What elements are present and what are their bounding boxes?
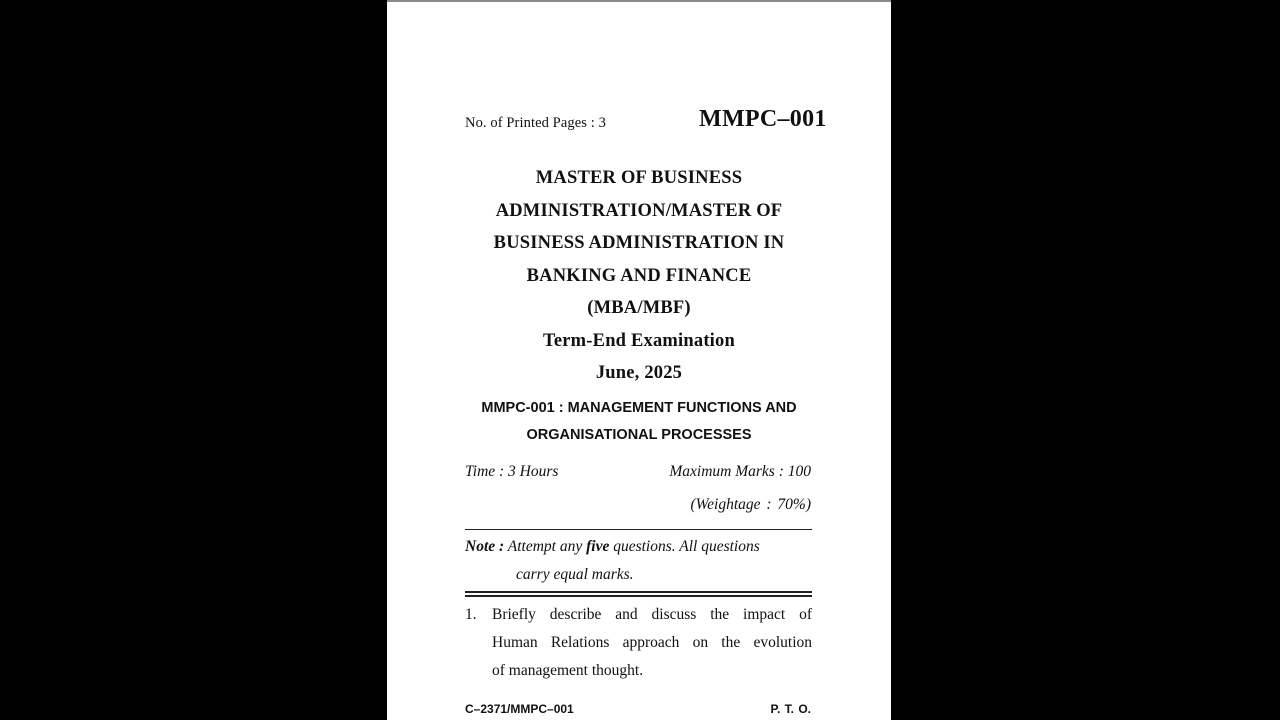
note-emphasis: five — [586, 538, 610, 555]
question-text-line: of management thought. — [492, 662, 644, 679]
note-text: Attempt any — [504, 538, 587, 555]
maximum-marks: Maximum Marks : 100 — [669, 463, 811, 480]
title-line: BANKING AND FINANCE — [526, 265, 752, 286]
note-label: Note : — [465, 538, 505, 555]
title-line: BUSINESS ADMINISTRATION IN — [493, 233, 785, 253]
exam-duration: Time : 3 Hours — [465, 463, 559, 480]
question-text-line: Briefly describe and discuss the impact of — [492, 606, 812, 623]
divider-line — [465, 529, 812, 530]
exam-paper-page — [387, 0, 891, 720]
course-title-line: MMPC-001 : MANAGEMENT FUNCTIONS AND — [481, 400, 797, 416]
exam-note — [465, 533, 812, 589]
exam-date: June, 2025 — [595, 363, 683, 383]
weightage: (Weightage : 70%) — [690, 496, 811, 513]
course-title — [387, 395, 891, 449]
paper-code: MMPC–001 — [699, 106, 827, 132]
double-divider-line — [465, 591, 812, 597]
title-line: MASTER OF BUSINESS — [535, 168, 743, 188]
exam-type: Term-End Examination — [543, 330, 735, 351]
title-line: (MBA/MBF) — [587, 298, 691, 318]
note-text-line2: carry equal marks. — [516, 566, 634, 583]
please-turn-over: P. T. O. — [770, 702, 811, 716]
question-number: 1. — [465, 606, 477, 623]
footer-code: C–2371/MMPC–001 — [465, 702, 574, 716]
printed-pages-count: No. of Printed Pages : 3 — [465, 115, 606, 131]
question-text — [492, 601, 812, 685]
course-title-line: ORGANISATIONAL PROCESSES — [526, 427, 752, 443]
note-text: questions. All questions — [609, 538, 760, 555]
program-title — [387, 162, 891, 390]
question-item — [465, 601, 812, 685]
title-line: ADMINISTRATION/MASTER OF — [495, 200, 783, 221]
question-text-line: Human Relations approach on the evolution — [492, 634, 812, 651]
